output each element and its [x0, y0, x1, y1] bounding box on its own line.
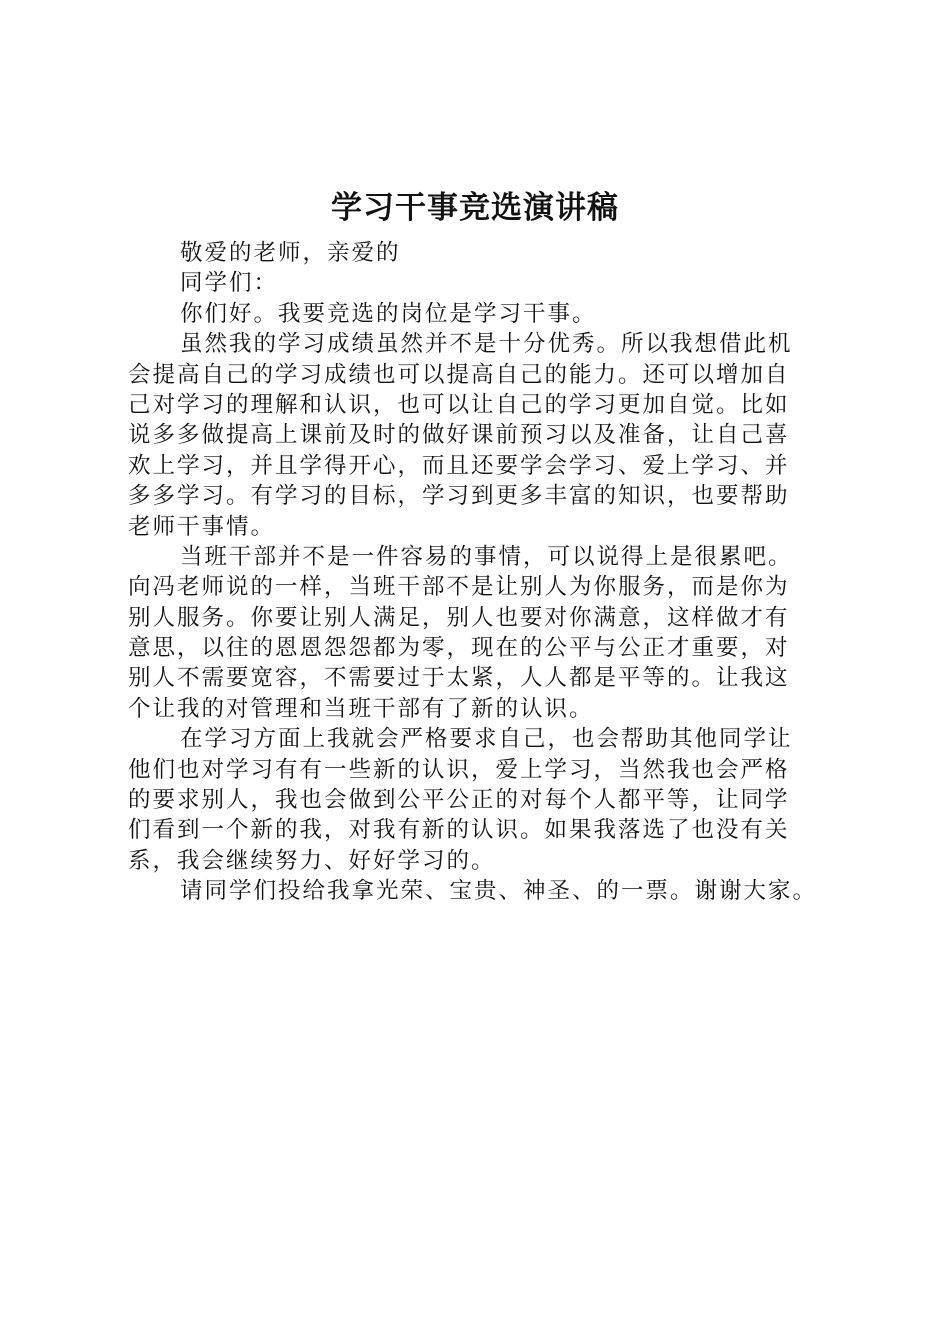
text-line: 你们好。我要竞选的岗位是学习干事。 — [180, 300, 597, 327]
text-line: 己对学习的理解和认识，也可以让自己的学习更加自觉。比如 — [128, 391, 790, 418]
text-line: 向冯老师说的一样，当班干部不是让别人为你服务，而是你为 — [128, 574, 790, 601]
document-body — [128, 238, 840, 907]
text-line: 敬爱的老师，亲爱的 — [180, 240, 401, 266]
text-line: 当班干部并不是一件容易的事情，可以说得上是很累吧。 — [180, 543, 793, 570]
text-line: 个让我的对管理和当班干部有了新的认识。 — [128, 695, 594, 722]
text-line: 老师干事情。 — [128, 513, 276, 540]
text-line: 虽然我的学习成绩虽然并不是十分优秀。所以我想借此机 — [180, 331, 793, 358]
document-title: 学习干事竞选演讲稿 — [331, 190, 619, 226]
text-line: 请同学们投给我拿光荣、宝贵、神圣、的一票。谢谢大家。 — [180, 878, 818, 905]
text-line: 的要求别人，我也会做到公平公正的对每个人都平等，让同学 — [128, 787, 790, 814]
text-line: 多多学习。有学习的目标，学习到更多丰富的知识，也要帮助 — [128, 483, 790, 510]
text-line: 他们也对学习有有一些新的认识，爱上学习，当然我也会严格 — [128, 756, 790, 783]
text-line: 别人不需要宽容，不需要过于太紧，人人都是平等的。让我这 — [128, 665, 790, 692]
text-line: 别人服务。你要让别人满足，别人也要对你满意，这样做才有 — [128, 604, 790, 631]
text-line: 同学们： — [180, 270, 279, 297]
text-line: 们看到一个新的我，对我有新的认识。如果我落选了也没有关 — [128, 817, 790, 844]
text-line: 说多多做提高上课前及时的做好课前预习以及准备，让自己喜 — [128, 422, 790, 449]
text-line: 欢上学习，并且学得开心，而且还要学会学习、爱上学习、并 — [128, 452, 790, 479]
text-line: 系，我会继续努力、好好学习的。 — [128, 847, 496, 874]
text-line: 会提高自己的学习成绩也可以提高自己的能力。还可以增加自 — [128, 361, 790, 388]
text-line: 在学习方面上我就会严格要求自己，也会帮助其他同学让 — [180, 726, 793, 753]
text-line: 意思，以往的恩恩怨怨都为零，现在的公平与公正才重要，对 — [128, 635, 790, 662]
